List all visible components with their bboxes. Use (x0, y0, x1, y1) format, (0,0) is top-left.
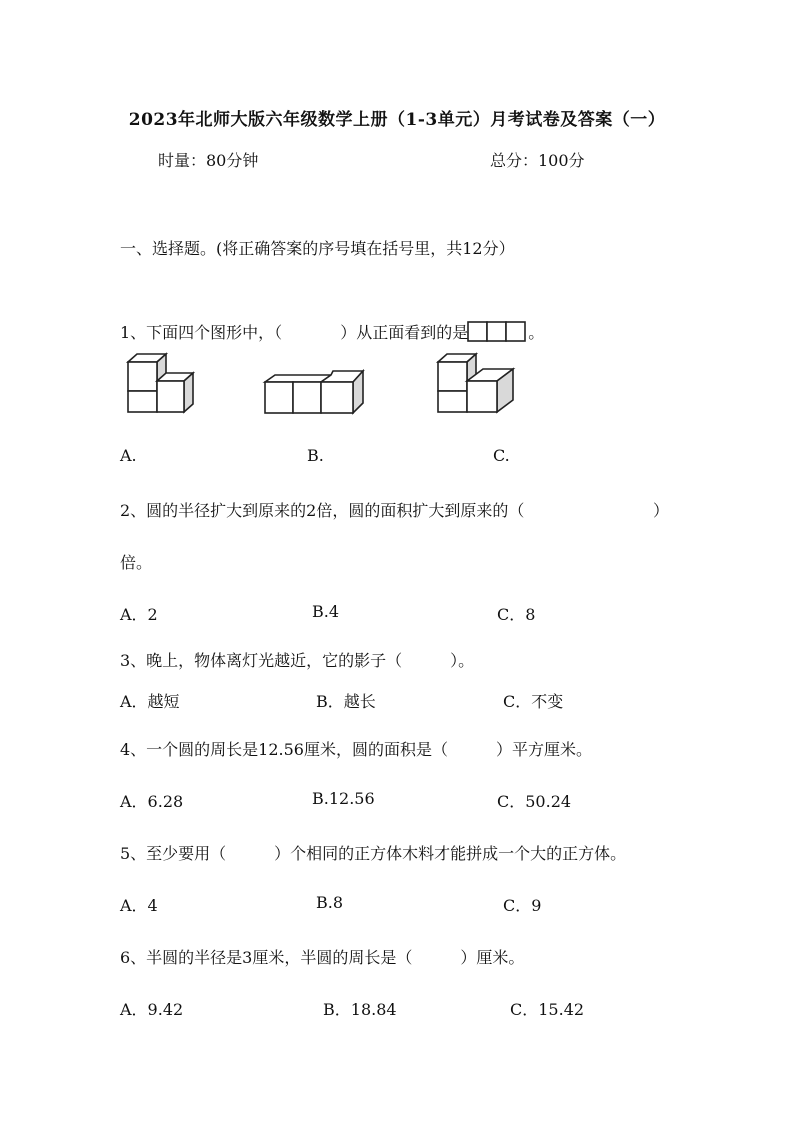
q1-period: 。 (528, 323, 545, 342)
q5-option-b: B.8 (316, 893, 344, 912)
time-limit: 时量：80分钟 (158, 151, 259, 170)
q1-text-after: ）从正面看到的是 (340, 323, 469, 342)
document-title: 2023年北师大版六年级数学上册（1-3单元）月考试卷及答案（一） (128, 110, 666, 130)
q4-option-a: A．6.28 (120, 792, 184, 811)
q3-option-b: B．越长 (316, 692, 376, 711)
q4-option-c: C．50.24 (497, 792, 572, 811)
q5-option-a: A．4 (120, 896, 158, 915)
q1-option-a: A. (120, 446, 137, 465)
question-4: 4、一个圆的周长是12.56厘米，圆的面积是（ ）平方厘米。 (120, 740, 592, 759)
question-2-line2: 倍。 (120, 553, 153, 572)
total-score: 总分：100分 (490, 151, 585, 170)
question-6: 6、半圆的半径是3厘米，半圆的周长是（ ）厘米。 (120, 948, 525, 967)
q6-option-a: A．9.42 (120, 1000, 184, 1019)
section-heading: 一、选择题。(将正确答案的序号填在括号里，共12分） (120, 239, 515, 258)
front-view-icon (468, 324, 528, 344)
q4-option-b: B.12.56 (312, 789, 375, 808)
q2-option-c: C．8 (497, 605, 536, 624)
figure-c (438, 352, 518, 414)
q6-option-b: B．18.84 (323, 1000, 397, 1019)
question-2-close: ） (653, 501, 670, 520)
q1-text-before: 1、下面四个图形中，（ (120, 323, 283, 342)
q2-option-b: B.4 (312, 602, 340, 621)
q1-option-b: B. (307, 446, 324, 465)
q1-option-c: C. (493, 446, 510, 465)
q6-option-c: C．15.42 (510, 1000, 585, 1019)
q5-option-c: C．9 (503, 896, 542, 915)
q2-option-a: A．2 (120, 605, 158, 624)
figure-a (128, 352, 198, 414)
question-3: 3、晚上，物体离灯光越近，它的影子（ ）。 (120, 651, 475, 670)
question-5: 5、至少要用（ ）个相同的正方体木料才能拼成一个大的正方体。 (120, 844, 627, 863)
question-1 (120, 320, 544, 344)
q3-option-c: C．不变 (503, 692, 564, 711)
question-2-line1: 2、圆的半径扩大到原来的2倍，圆的面积扩大到原来的（ (120, 501, 525, 520)
q3-option-a: A．越短 (120, 692, 180, 711)
figure-b (265, 370, 370, 415)
